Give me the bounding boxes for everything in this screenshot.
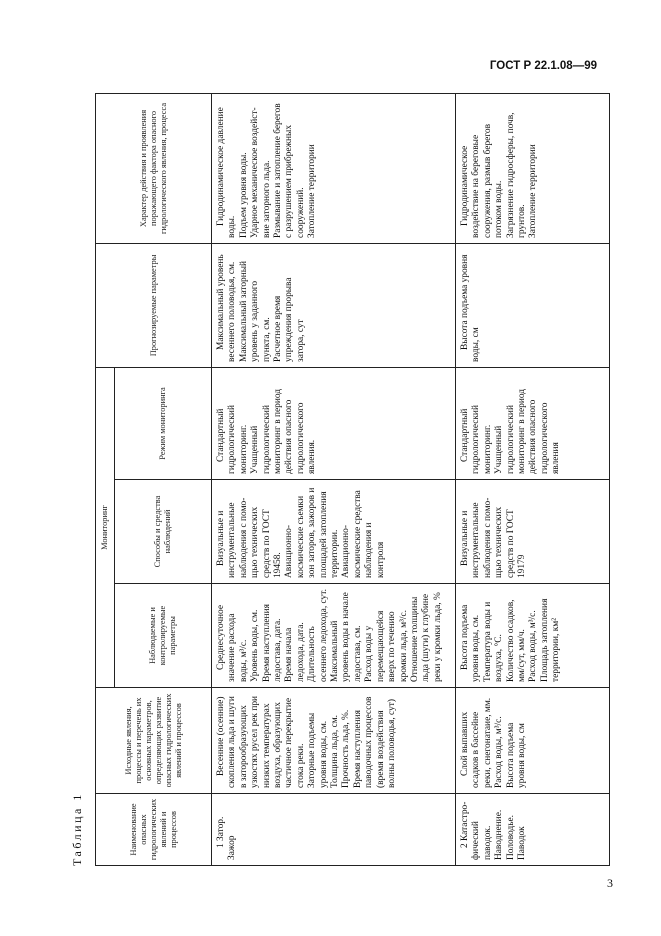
cell-line: Время наступления паводочных процессов (время воздействия волны половодья, сут) — [352, 696, 398, 788]
cell-line: Гидродинамическое давление воды. — [216, 107, 238, 238]
table-row — [212, 93, 456, 865]
cell-line: Максимальный уровень весеннего половодья, см. — [216, 254, 238, 362]
cell-line: Половодье. — [505, 814, 516, 860]
cell-line: Паводок — [517, 826, 528, 860]
col-header-monitoring: Мониторинг — [96, 367, 115, 687]
cell-line: Максимальный заторный уровень у заданного пункта, см. — [238, 260, 272, 362]
cell-mode — [456, 367, 610, 479]
cell-line: Учащенный гидрологический мониторинг в период действия опасного гидрологического явления. — [250, 388, 318, 474]
cell-line: Заторные подъемы уровня воды, см. — [307, 712, 329, 788]
col-header-mode: Режим мониторинга — [115, 367, 212, 479]
col-header-source-events: Исходные явления, процессы и перечень их основных параметров, определяющих развитие опасных гидрологических явлений и процессов — [96, 688, 212, 794]
cell-line: 2 Катастрофический паводок. — [460, 801, 493, 860]
cell-phenomenon — [456, 794, 610, 866]
cell-line: Затопление территории — [307, 144, 318, 238]
cell-line: Высота подъема уровня воды, см. — [460, 604, 482, 682]
cell-forecast-params — [456, 243, 610, 367]
cell-line: Отношение толщины льда (шуги) к глубине реки у кромки льда, % — [409, 592, 443, 682]
cell-line: Прочность льда, %. — [341, 709, 352, 788]
cell-line: 1 Затор. — [216, 816, 226, 848]
cell-line: Время начала ледохода, дата. — [284, 622, 306, 682]
cell-line: Высота подъема уровня воды, см — [505, 722, 528, 788]
cell-methods — [212, 480, 456, 584]
cell-line: Гидродинамическое воздействие на береговые сооружения, размыв берегов потоком воды. — [460, 123, 505, 238]
cell-line: Зажор — [227, 835, 238, 860]
col-header-methods: Способы и средства наблюдений — [115, 480, 212, 584]
cell-line: Максимальный уровень воды в начале ледостава, см. — [330, 592, 363, 682]
cell-line: Уровень воды, см. — [250, 609, 261, 682]
header-row-top — [96, 93, 115, 865]
cell-line: Слой выпавших осадков в бассейне реки, снегонатаие, мм. — [460, 697, 493, 788]
rotated-table-area — [70, 94, 605, 866]
col-header-impact: Характер действия и проявления поражающего фактора опасного гидрологического явления, процесса — [96, 93, 212, 243]
cell-source-events — [212, 688, 456, 794]
cell-line: Расход воды, м³/с. — [494, 716, 505, 788]
document-code: ГОСТ Р 22.1.08—99 — [489, 60, 597, 72]
cell-line: Наводнение. — [494, 809, 505, 860]
cell-line: Визуальные и инструментальные наблюдения с помощью технических средств по ГОСТ 19458. — [216, 497, 284, 578]
cell-line: Затопление территории — [528, 144, 539, 238]
cell-phenomenon — [212, 794, 456, 866]
col-header-phenomenon: Наименование опасных гидрологических явлений и процессов — [96, 794, 212, 866]
cell-line: Расход воды у перемещающейся вверх по течению кромки льда, м³/с. — [364, 609, 409, 682]
cell-line: Стандартный гидрологический мониторинг. — [460, 405, 493, 474]
cell-impact — [456, 93, 610, 243]
cell-line: Стандартный гидрологический мониторинг. — [216, 405, 249, 474]
cell-line: Длительность осеннего ледохода, сут. — [307, 589, 329, 682]
cell-line: Время наступления ледостава, дата. — [261, 604, 284, 682]
table-caption: Таблица 1 — [70, 792, 84, 866]
cell-line: Учащенный гидрологический мониторинг в период действия опасного гидрологического явления — [494, 388, 562, 474]
cell-observed-params — [212, 584, 456, 688]
cell-line: Весенние (осенние) скопления льда и шуги в заторообразующих узкостях русел рек при низких температурах воздуха, образующих частичное перекрытие стока реки. — [216, 695, 306, 788]
col-header-forecast-params: Прогнозируемые параметры — [96, 243, 212, 367]
cell-forecast-params — [212, 243, 456, 367]
cell-methods — [456, 480, 610, 584]
cell-line: Количество осадков, мм/сут, мм/ч. — [505, 599, 528, 682]
page-number: 3 — [607, 876, 613, 890]
cell-line: Загрязнение гидросферы, почв, грунтов. — [505, 112, 528, 238]
cell-line: Расчетное время упреждения прорыва затора, сут — [273, 277, 306, 362]
cell-line: Высота подъема уровня воды, см — [460, 254, 482, 362]
cell-source-events — [456, 688, 610, 794]
cell-line: Среднесуточное значение расхода воды, м³/с. — [216, 605, 249, 682]
cell-line: Авиационно-космические средства наблюдения и контроля — [341, 490, 386, 578]
rotated-page-content — [70, 94, 605, 866]
table-row — [456, 93, 610, 865]
cell-line: Размывание и затопление берегов с разрушением прибрежных сооружений. — [273, 103, 306, 238]
cell-mode — [212, 367, 456, 479]
col-header-observed-params: Наблюдаемые и контролируемые параметры — [115, 584, 212, 688]
hydrology-table — [95, 93, 610, 866]
cell-line: Визуальные и инструментальные наблюдения с помощью технических средств по ГОСТ 19179 — [460, 497, 528, 578]
cell-line: Ударное механическое воздействие заторного льда. — [250, 107, 272, 238]
cell-line: Авиационно-космические съемки зон заторов, зажоров и площадей затопления территории. — [284, 487, 341, 578]
cell-line: Подъем уровня воды. — [238, 152, 249, 238]
cell-impact — [212, 93, 456, 243]
cell-line: Площадь затопления территории, км² — [539, 598, 562, 682]
cell-line: Расход воды, м³/с. — [528, 610, 539, 682]
cell-line: Температура воды и воздуха, °С. — [482, 601, 505, 682]
cell-line: Толщина льда, см. — [330, 714, 341, 788]
cell-observed-params — [456, 584, 610, 688]
